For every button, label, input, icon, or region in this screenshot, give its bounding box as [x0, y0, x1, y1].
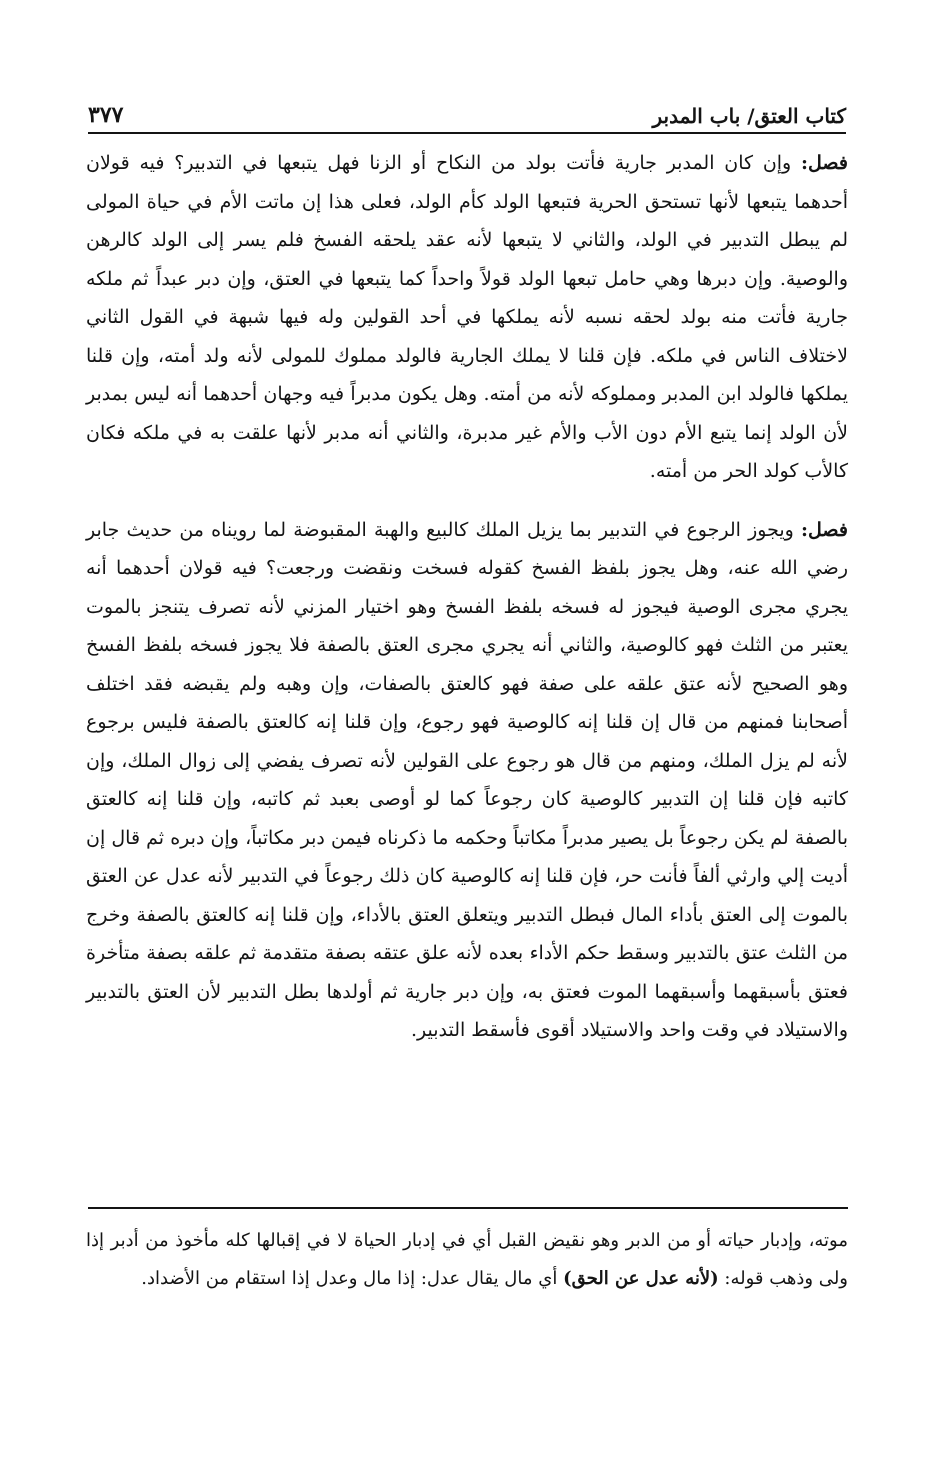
- footnote-paragraph: [86, 1222, 848, 1298]
- section-label: فصل:: [801, 152, 848, 174]
- main-text: [86, 144, 848, 1050]
- footnote-text-before: موته، وإدبار حياته أو من الدبر وهو نقيض القبل أي في إدبار الحياة لا في إقبالها كله مأخوذ من أدبر إذا ولى وذهب قوله:: [86, 1230, 848, 1289]
- section-text: وإن كان المدبر جارية فأتت بولد من النكاح أو الزنا فهل يتبعها في التدبير؟ فيه قولان أحدهما يتبعها لأنها تستحق الحرية فتبعها الولد كأم الولد، فعلى هذا إن ماتت الأم في حياة المولى لم يبطل التدبير في الولد، والثاني لا يتبعها لأنه عقد يلحقه الفسخ فلم يسر إلى الولد كالرهن والوصية. وإن دبرها وهي حامل تبعها الولد قولاً واحداً كما يتبعها في العتق، وإن دبر عبداً ثم ملكه جارية فأتت منه بولد لحقه نسبه لأنه يملكها في أحد القولين وله فيها شبهة في القول الثاني لاختلاف الناس في ملكه. فإن قلنا لا يملك الجارية فالولد مملوك للمولى لأنه ولد أمته، وإن قلنا يملكها فالولد ابن المدبر ومملوكه لأنه من أمته. وهل يكون مدبراً فيه وجهان أحدهما أنه ليس بمدبر لأن الولد إنما يتبع الأم دون الأب والأم غير مدبرة، والثاني أنه مدبر لأنها علقت به في ملكه فكان كالأب كولد الحر من أمته.: [86, 152, 848, 482]
- running-title: كتاب العتق/ باب المدبر: [652, 104, 846, 128]
- footnotes: [86, 1222, 848, 1298]
- footnote-quoted-phrase: (لأنه عدل عن الحق): [563, 1268, 719, 1289]
- section-label: فصل:: [801, 518, 848, 541]
- footnote-rule: [88, 1207, 848, 1209]
- header-rule: [88, 132, 846, 134]
- running-head: [88, 92, 846, 128]
- section-paragraph: [86, 511, 848, 1050]
- page-number: ٣٧٧: [88, 102, 124, 128]
- section-text: ويجوز الرجوع في التدبير بما يزيل الملك كالبيع والهبة المقبوضة لما رويناه من حديث جابر رضي الله عنه، وهل يجوز بلفظ الفسخ كقوله فسخت ونقضت ورجعت؟ فيه قولان أحدهما أنه يجري مجرى الوصية فيجوز له فسخه بلفظ الفسخ وهو اختيار المزني لأنه تصرف يتنجز بالموت يعتبر من الثلث فهو كالوصية، والثاني أنه يجري مجرى العتق بالصفة فلا يجوز فسخه بلفظ الفسخ وهو الصحيح لأنه عتق علقه على صفة فهو كالعتق بالصفات، وإن وهبه ولم يقبضه فقد اختلف أصحابنا فمنهم من قال إن قلنا إنه كالوصية فهو رجوع، وإن قلنا إنه كالعتق بالصفة فليس برجوع لأنه لم يزل الملك، ومنهم من قال هو رجوع على القولين لأنه تصرف يفضي إلى زوال الملك، وإن كاتبه فإن قلنا إن التدبير كالوصية كان رجوعاً كما لو أوصى بعبد ثم كاتبه، وإن قلنا إنه كالعتق بالصفة لم يكن رجوعاً بل يصير مدبراً مكاتباً وحكمه ما ذكرناه فيمن دبر مكاتباً، وإن دبره ثم قال إن أديت إلي وارثي ألفاً فأنت حر، فإن قلنا إنه كالوصية كان ذلك رجوعاً في التدبير لأنه عدل عن العتق بالموت إلى العتق بأداء المال فبطل التدبير ويتعلق العتق بالأداء، وإن قلنا إنه كالعتق بالصفة وخرج من الثلث عتق بالتدبير وسقط حكم الأداء بعده لأنه علق عتقه بصفة متقدمة ثم علقه بصفة متأخرة فعتق بأسبقهما وأسبقهما الموت فعتق به، وإن دبر جارية ثم أولدها بطل التدبير لأن العتق بالتدبير والاستيلاد في وقت واحد والاستيلاد أقوى فأسقط التدبير.: [86, 518, 848, 1041]
- footnote-text-after: أي مال يقال عدل: إذا مال وعدل إذا استقام من الأضداد.: [141, 1268, 558, 1289]
- section-paragraph: [86, 144, 848, 491]
